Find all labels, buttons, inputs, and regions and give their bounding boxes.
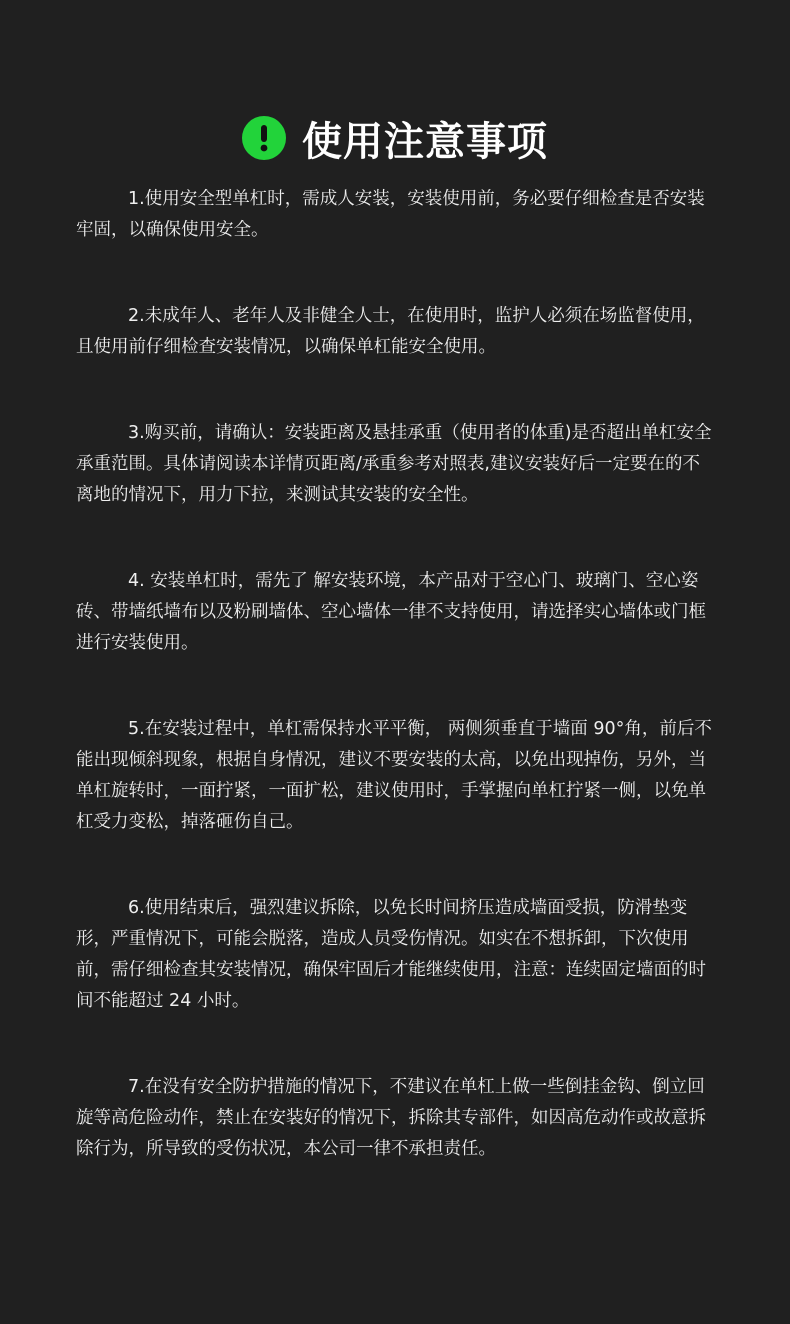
note-item-4: 4. 安装单杠时，需先了 解安装环境，本产品对于空心门、玻璃门、空心姿砖、带墙纸墙布以及粉刷墙体、空心墙体一律不支持使用，请选择实心墙体或门框进行安装使用。	[76, 571, 706, 653]
exclamation-icon	[242, 116, 286, 160]
note-item-3: 3.购买前，请确认：安装距离及悬挂承重（使用者的体重)是否超出单杠安全承重范围。具体请阅读本详情页距离/承重参考对照表,建议安装好后一定要在的不离地的情况下，用力下拉，来测试其安装的安全性。	[76, 423, 712, 505]
notes-list	[76, 184, 716, 1220]
note-item-6: 6.使用结束后，强烈建议拆除，以免长时间挤压造成墙面受损，防滑垫变形，严重情况下，可能会脱落，造成人员受伤情况。如实在不想拆卸，下次使用前，需仔细检查其安装情况，确保牢固后才能继续使用，注意：连续固定墙面的时间不能超过 24 小时。	[76, 898, 706, 1011]
note-item-2: 2.未成年人、老年人及非健全人士，在使用时，监护人必须在场监督使用，且使用前仔细检查安装情况，以确保单杠能安全使用。	[76, 306, 705, 357]
note-item-7: 7.在没有安全防护措施的情况下，不建议在单杠上做一些倒挂金钩、倒立回旋等高危险动作，禁止在安装好的情况下，拆除其专部件，如因高危动作或故意拆除行为，所导致的受伤状况，本公司一律不承担责任。	[76, 1077, 706, 1159]
header	[0, 110, 790, 166]
note-item-1: 1.使用安全型单杠时，需成人安装，安装使用前，务必要仔细检查是否安装牢固，以确保使用安全。	[76, 189, 705, 240]
note-item-5: 5.在安装过程中，单杠需保持水平平衡， 两侧须垂直于墙面 90°角，前后不能出现倾斜现象，根据自身情况，建议不要安装的太高，以免出现掉伤，另外，当单杠旋转时，一面拧紧，一面扩松，建议使用时，手掌握向单杠拧紧一侧，以免单杠受力变松，掉落砸伤自己。	[76, 719, 712, 832]
page-title: 使用注意事项	[302, 118, 548, 165]
